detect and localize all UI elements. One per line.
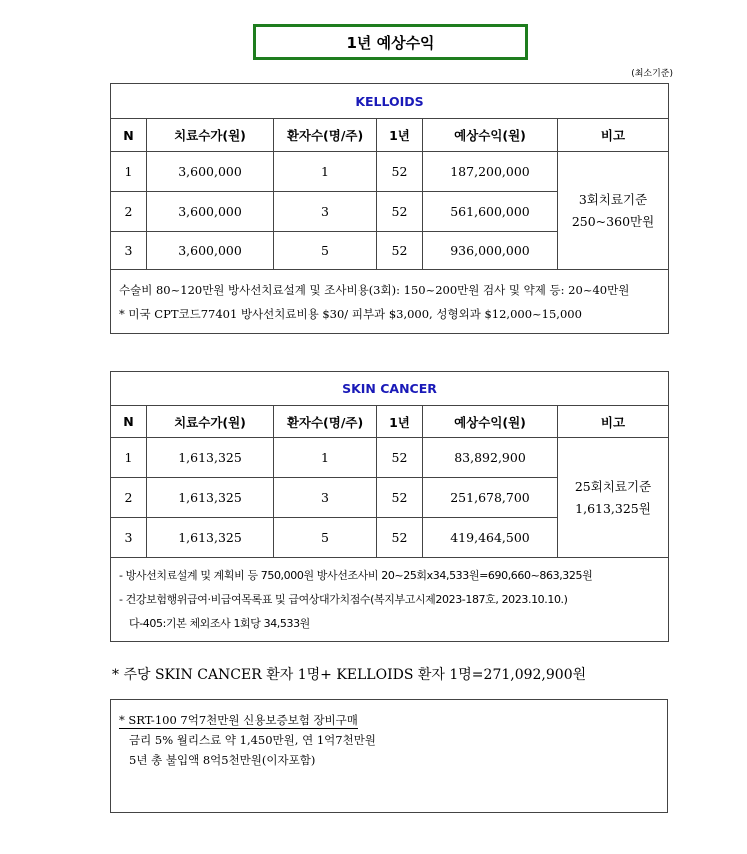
- kelloids-table: [110, 83, 669, 334]
- page-title: 1년 예상수익: [346, 33, 435, 52]
- cell-revenue: 251,678,700: [423, 478, 558, 518]
- cell-revenue: 561,600,000: [423, 192, 558, 232]
- header-n: N: [111, 119, 147, 152]
- cell-n: 3: [111, 518, 147, 558]
- cell-n: 3: [111, 232, 147, 270]
- basis-note: (최소기준): [631, 69, 673, 79]
- kelloids-notes: [111, 270, 669, 334]
- cell-revenue: 187,200,000: [423, 152, 558, 192]
- skin-cancer-notes: [111, 558, 669, 642]
- cell-revenue: 936,000,000: [423, 232, 558, 270]
- header-n: N: [111, 406, 147, 438]
- cell-fee: 1,613,325: [147, 478, 274, 518]
- cell-weeks: 52: [377, 232, 423, 270]
- cell-revenue: 419,464,500: [423, 518, 558, 558]
- header-revenue: 예상수익(원): [423, 406, 558, 438]
- cell-n: 1: [111, 438, 147, 478]
- cell-patients: 5: [274, 518, 377, 558]
- kelloids-remark: [558, 152, 669, 270]
- note-line: * 미국 CPT코드77401 방사선치료비용 $30/ 피부과 $3,000, 성형외과 $12,000~15,000: [119, 306, 582, 321]
- cell-patients: 3: [274, 192, 377, 232]
- plan-line: 5년 총 불입액 8억5천만원(이자포함): [129, 753, 316, 767]
- note-line: - 방사선치료설계 및 계획비 등 750,000원 방사선조사비 20~25회x34,533원=690,660~863,325원: [119, 568, 593, 582]
- skin-cancer-table: [110, 371, 669, 642]
- cell-patients: 1: [274, 438, 377, 478]
- header-year: 1년: [377, 406, 423, 438]
- skin-cancer-remark: [558, 438, 669, 558]
- note-line: 다-405:기본 체외조사 1회당 34,533원: [129, 616, 310, 630]
- header-patients: 환자수(명/주): [274, 406, 377, 438]
- cell-patients: 3: [274, 478, 377, 518]
- weekly-summary: * 주당 SKIN CANCER 환자 1명+ KELLOIDS 환자 1명=271,092,900원: [112, 667, 587, 683]
- table-row: [111, 152, 669, 192]
- kelloids-title: KELLOIDS: [111, 84, 669, 119]
- header-fee: 치료수가(원): [147, 119, 274, 152]
- skin-cancer-title: SKIN CANCER: [111, 372, 669, 406]
- cell-n: 2: [111, 192, 147, 232]
- header-patients: 환자수(명/주): [274, 119, 377, 152]
- note-line: 수술비 80~120만원 방사선치료설계 및 조사비용(3회): 150~200만원 검사 및 약제 등: 20~40만원: [119, 282, 630, 297]
- cell-fee: 1,613,325: [147, 518, 274, 558]
- cell-weeks: 52: [377, 438, 423, 478]
- remark-line: 3회치료기준: [578, 191, 648, 207]
- cell-weeks: 52: [377, 478, 423, 518]
- remark-line: 250~360만원: [571, 213, 655, 229]
- cell-patients: 5: [274, 232, 377, 270]
- cell-fee: 3,600,000: [147, 192, 274, 232]
- skin-cancer-header-row: [111, 406, 669, 438]
- kelloids-header-row: [111, 119, 669, 152]
- remark-line: 1,613,325원: [575, 500, 651, 516]
- page-title-box: [253, 24, 528, 60]
- equipment-plan-box: [110, 699, 668, 813]
- cell-weeks: 52: [377, 152, 423, 192]
- cell-n: 1: [111, 152, 147, 192]
- table-row: [111, 438, 669, 478]
- cell-n: 2: [111, 478, 147, 518]
- note-line: - 건강보험행위급여·비급여목록표 및 급여상대가치점수(복지부고시제2023-187호, 2023.10.10.): [119, 592, 568, 606]
- plan-line: * SRT-100 7억7천만원 신용보증보험 장비구매: [119, 713, 358, 727]
- header-remark: 비고: [558, 119, 669, 152]
- header-year: 1년: [377, 119, 423, 152]
- cell-weeks: 52: [377, 192, 423, 232]
- header-remark: 비고: [558, 406, 669, 438]
- cell-weeks: 52: [377, 518, 423, 558]
- cell-revenue: 83,892,900: [423, 438, 558, 478]
- remark-line: 25회치료기준: [574, 478, 652, 494]
- header-fee: 치료수가(원): [147, 406, 274, 438]
- cell-fee: 3,600,000: [147, 152, 274, 192]
- cell-fee: 1,613,325: [147, 438, 274, 478]
- plan-line: 금리 5% 월리스료 약 1,450만원, 연 1억7천만원: [129, 733, 376, 747]
- cell-patients: 1: [274, 152, 377, 192]
- cell-fee: 3,600,000: [147, 232, 274, 270]
- header-revenue: 예상수익(원): [423, 119, 558, 152]
